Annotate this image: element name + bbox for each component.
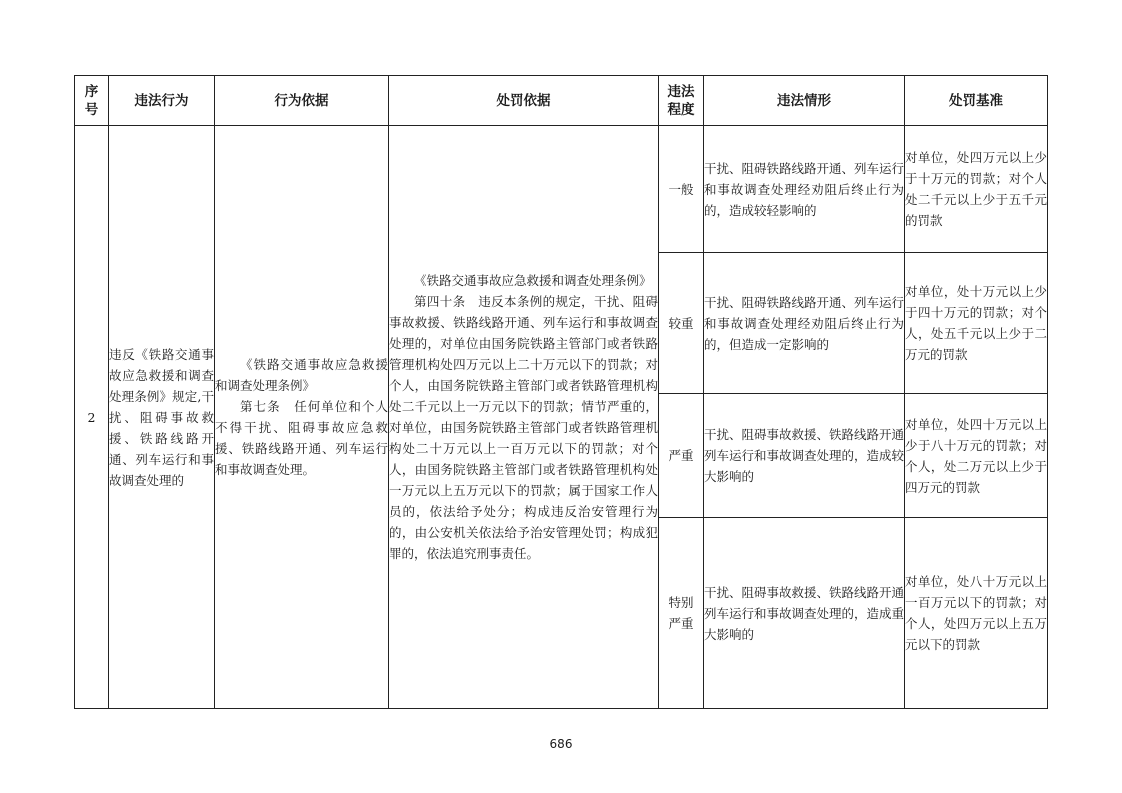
circumstance-very-severe: 干扰、阻碍事故救援、铁路线路开通列车运行和事故调查处理的，造成重大影响的 xyxy=(704,518,905,709)
row-behavior-basis xyxy=(215,126,389,709)
basis-article: 第七条 任何单位和个人不得干扰、阻碍事故应急救援、铁路线路开通、列车运行和事故调查处理。 xyxy=(215,399,388,477)
circumstance-general: 干扰、阻碍铁路线路开通、列车运行和事故调查处理经劝阻后终止行为的，造成较轻影响的 xyxy=(704,126,905,253)
standard-severe: 对单位，处四十万元以上少于八十万元的罚款；对个人，处二万元以上少于四万元的罚款 xyxy=(905,394,1048,518)
header-standard: 处罚基准 xyxy=(905,76,1048,126)
degree-severe: 严重 xyxy=(659,394,704,518)
penalty-standard-table xyxy=(74,75,1048,709)
penalty-title: 《铁路交通事故应急救援和调查处理条例》 xyxy=(414,273,652,288)
standard-serious: 对单位，处十万元以上少于四十万元的罚款；对个人，处五千元以上少于二万元的罚款 xyxy=(905,253,1048,394)
header-row xyxy=(75,76,1048,126)
degree-very-severe: 特别严重 xyxy=(659,518,704,709)
header-penalty-basis: 处罚依据 xyxy=(389,76,659,126)
header-degree: 违法程度 xyxy=(659,76,704,126)
page-number: 686 xyxy=(549,737,573,751)
header-basis: 行为依据 xyxy=(215,76,389,126)
row-behavior: 违反《铁路交通事故应急救援和调查处理条例》规定,干扰、阻碍事故救援、铁路线路开通、列车运行和事故调查处理的 xyxy=(109,126,215,709)
degree-general: 一般 xyxy=(659,126,704,253)
penalty-article: 第四十条 违反本条例的规定，干扰、阻碍事故救援、铁路线路开通、列车运行和事故调查处理的，对单位由国务院铁路主管部门或者铁路管理机构处四万元以上二十万元以下的罚款；对个人，由国务院铁路主管部门或者铁路管理机构处二千元以上一万元以下的罚款；情节严重的，对单位，由国务院铁路主管部门或者铁路管理机构处二十万元以上一百万元以下的罚款；对个人，由国务院铁路主管部门或者铁路管理机构处一万元以上五万元以下的罚款；属于国家工作人员的，依法给予处分；构成违反治安管理行为的，由公安机关依法给予治安管理处罚；构成犯罪的，依法追究刑事责任。 xyxy=(389,294,658,561)
header-seq: 序号 xyxy=(75,76,109,126)
header-behavior: 违法行为 xyxy=(109,76,215,126)
circumstance-severe: 干扰、阻碍事故救援、铁路线路开通列车运行和事故调查处理的，造成较大影响的 xyxy=(704,394,905,518)
circumstance-serious: 干扰、阻碍铁路线路开通、列车运行和事故调查处理经劝阻后终止行为的，但造成一定影响的 xyxy=(704,253,905,394)
standard-general: 对单位，处四万元以上少于十万元的罚款；对个人处二千元以上少于五千元的罚款 xyxy=(905,126,1048,253)
table-row xyxy=(75,126,1048,253)
row-seq: 2 xyxy=(75,126,109,709)
row-penalty-basis xyxy=(389,126,659,709)
basis-title: 《铁路交通事故应急救援和调查处理条例》 xyxy=(215,357,388,393)
degree-serious: 较重 xyxy=(659,253,704,394)
standard-very-severe: 对单位，处八十万元以上一百万元以下的罚款；对个人，处四万元以上五万元以下的罚款 xyxy=(905,518,1048,709)
header-circumstance: 违法情形 xyxy=(704,76,905,126)
